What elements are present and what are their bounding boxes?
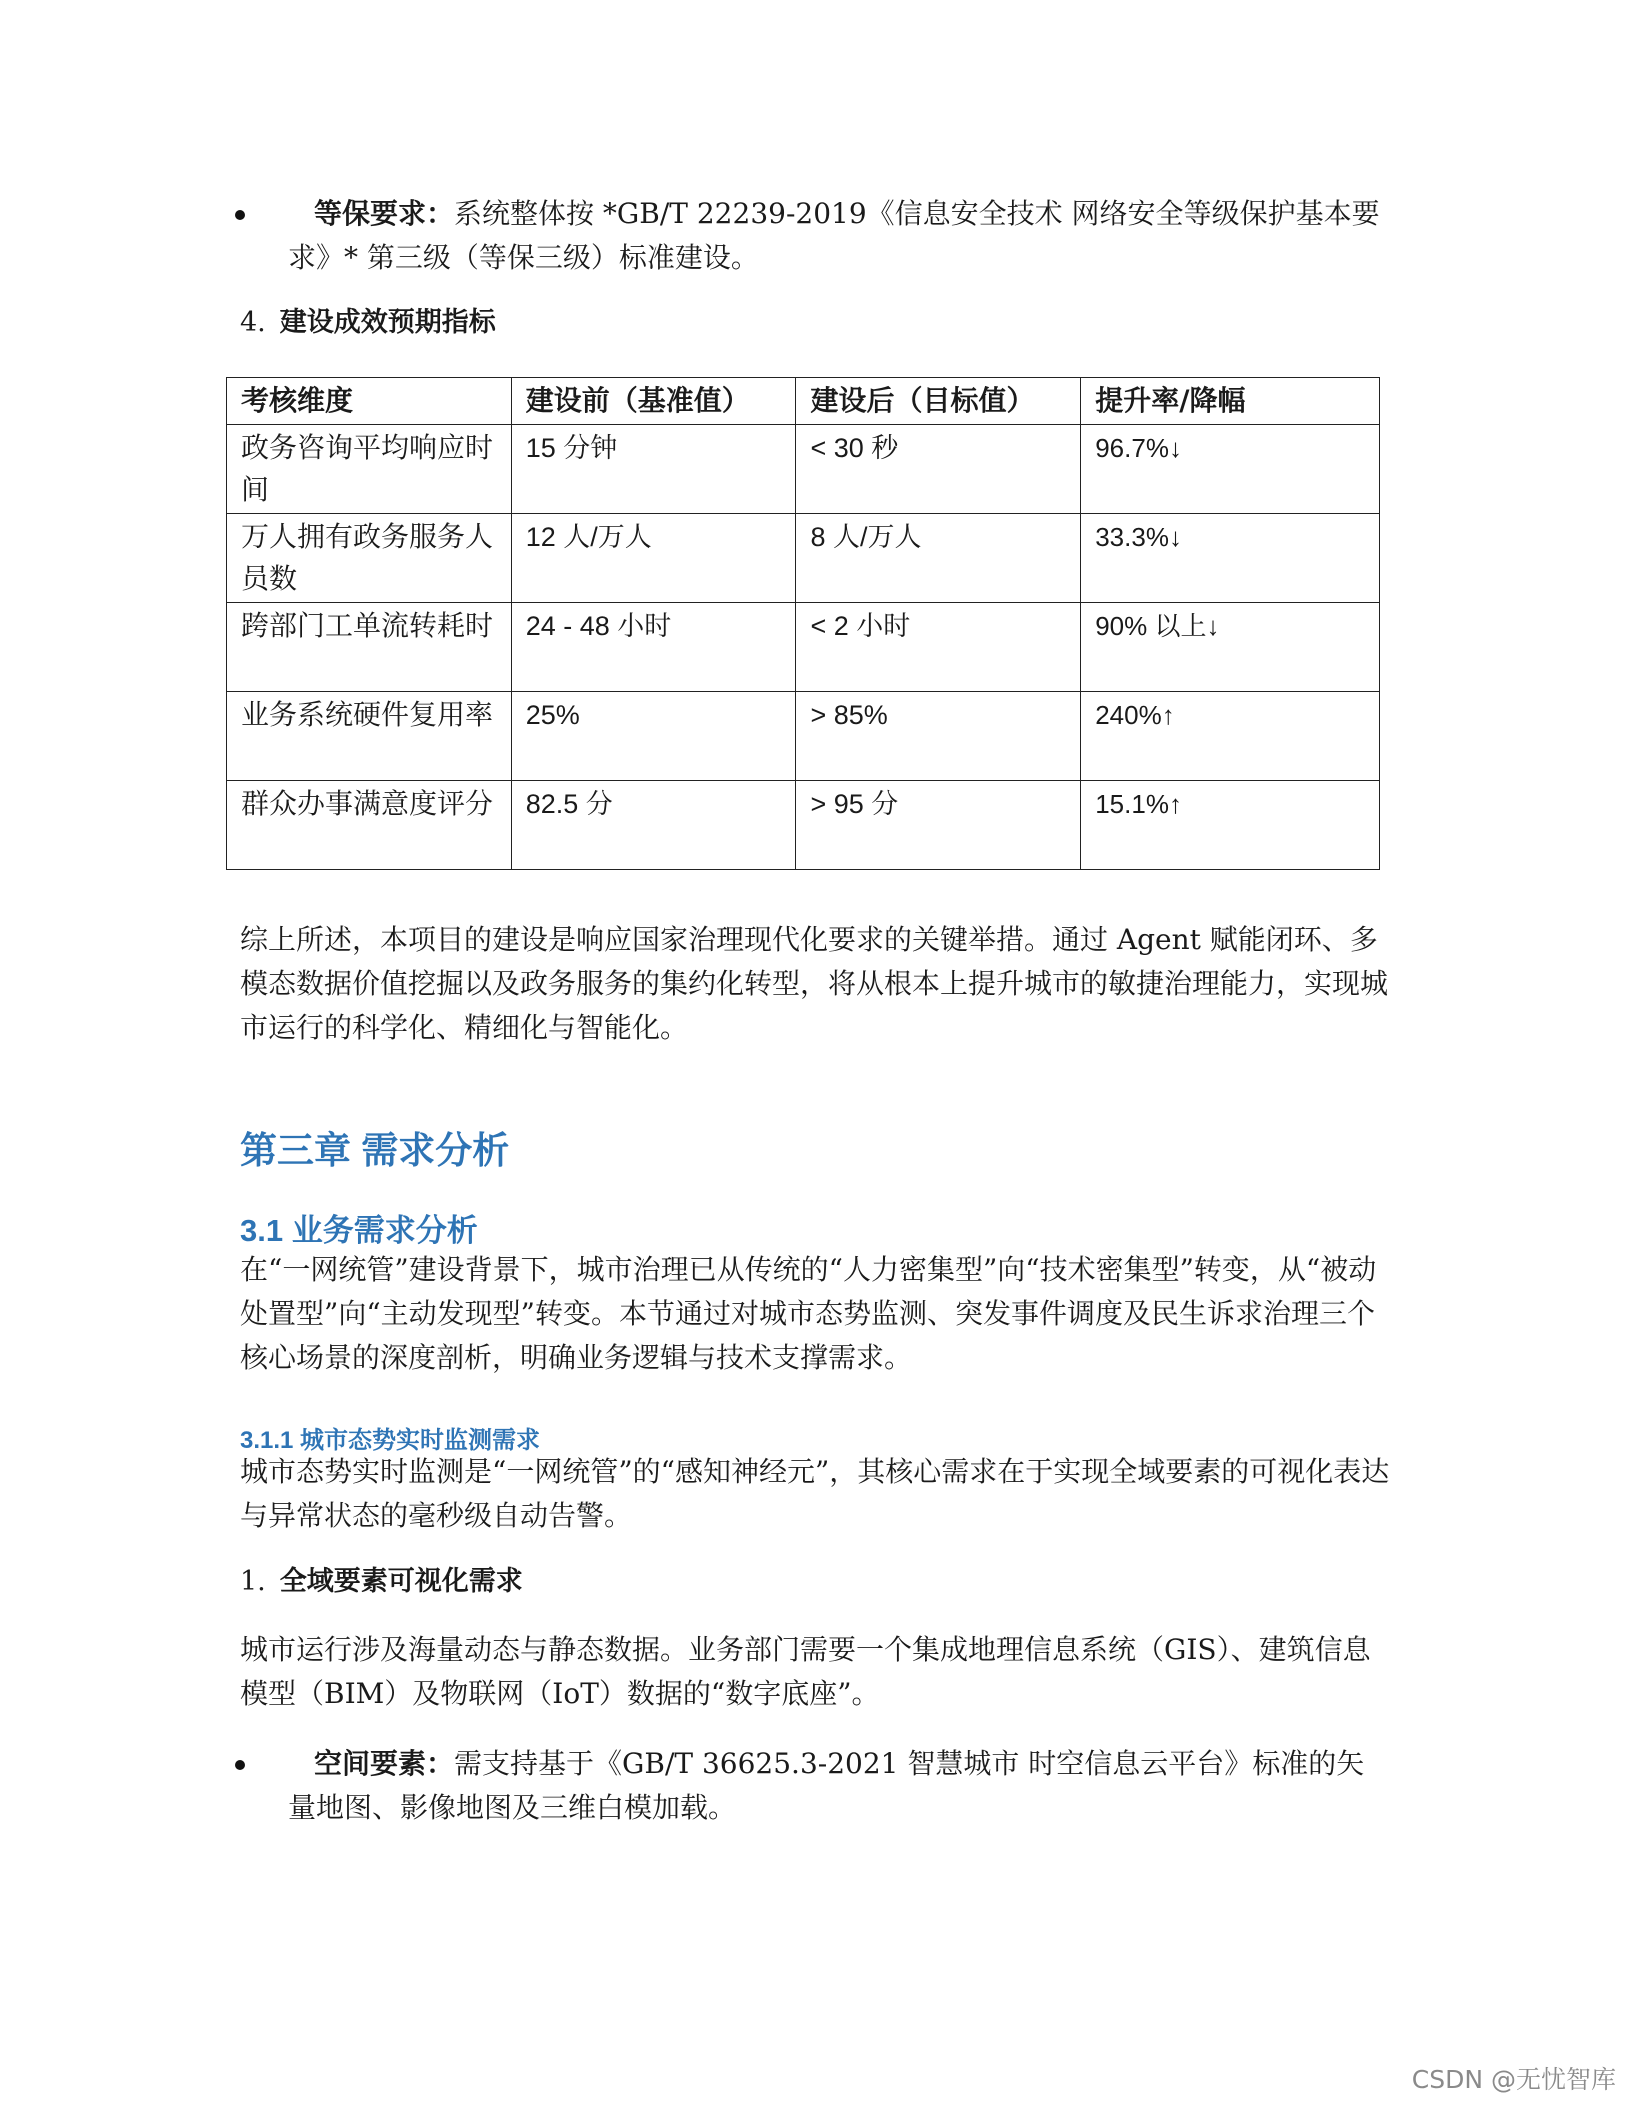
heading-text: 全域要素可视化需求 — [279, 1566, 523, 1597]
table-cell-dimension: 跨部门工单流转耗时 — [227, 603, 512, 692]
heading-number: 1. — [240, 1566, 266, 1597]
table-row — [227, 692, 1380, 781]
table-cell-target: < 2 小时 — [796, 603, 1081, 692]
bullet-dot-icon — [235, 210, 245, 220]
table-cell-rate: 33.3%↓ — [1081, 514, 1380, 603]
table-row — [227, 425, 1380, 514]
bullet-item-security-level — [240, 192, 1390, 280]
bullet-item-spatial-elements — [240, 1742, 1390, 1830]
table-cell-baseline: 82.5 分 — [511, 781, 796, 870]
bullet-body: 需支持基于《GB/T 36625.3-2021 智慧城市 时空信息云平台》标准的矢量地图、影像地图及三维白模加载。 — [288, 1747, 1365, 1824]
subsection-heading-3-1-1: 3.1.1 城市态势实时监测需求 — [240, 1427, 541, 1454]
gis-paragraph: 城市运行涉及海量动态与静态数据。业务部门需要一个集成地理信息系统（GIS）、建筑信息模型（BIM）及物联网（IoT）数据的“数字底座”。 — [240, 1633, 1371, 1710]
table-row — [227, 514, 1380, 603]
summary-paragraph: 综上所述，本项目的建设是响应国家治理现代化要求的关键举措。通过 Agent 赋能闭环、多模态数据价值挖掘以及政务服务的集约化转型，将从根本上提升城市的敏捷治理能力，实现城市运行的科学化、精细化与智能化。 — [240, 923, 1389, 1044]
table-cell-dimension: 政务咨询平均响应时间 — [227, 425, 512, 514]
table-cell-target: 8 人/万人 — [796, 514, 1081, 603]
table-header-row — [227, 378, 1380, 425]
section-3-1-1-paragraph: 城市态势实时监测是“一网统管”的“感知神经元”，其核心需求在于实现全域要素的可视化表达与异常状态的毫秒级自动告警。 — [240, 1455, 1390, 1532]
table-cell-baseline: 24 - 48 小时 — [511, 603, 796, 692]
numbered-heading-4 — [240, 303, 496, 343]
numbered-heading-1 — [240, 1562, 523, 1602]
bullet-text — [288, 1742, 1390, 1830]
bullet-text — [288, 192, 1390, 280]
table-row — [227, 603, 1380, 692]
table-row — [227, 781, 1380, 870]
table-cell-dimension: 群众办事满意度评分 — [227, 781, 512, 870]
table-header-cell: 建设后（目标值） — [796, 378, 1081, 425]
table-cell-rate: 15.1%↑ — [1081, 781, 1380, 870]
metrics-table — [226, 377, 1380, 870]
table-cell-target: > 95 分 — [796, 781, 1081, 870]
table-header-cell: 考核维度 — [227, 378, 512, 425]
section-3-1-paragraph: 在“一网统管”建设背景下，城市治理已从传统的“人力密集型”向“技术密集型”转变，从“被动处置型”向“主动发现型”转变。本节通过对城市态势监测、突发事件调度及民生诉求治理三个核心场景的深度剖析，明确业务逻辑与技术支撑需求。 — [240, 1253, 1377, 1374]
chapter-title: 第三章 需求分析 — [240, 1130, 510, 1171]
watermark: CSDN @无忧智库 — [1411, 2065, 1616, 2094]
table-cell-baseline: 25% — [511, 692, 796, 781]
table-cell-rate: 90% 以上↓ — [1081, 603, 1380, 692]
table-cell-dimension: 万人拥有政务服务人员数 — [227, 514, 512, 603]
table-cell-rate: 96.7%↓ — [1081, 425, 1380, 514]
heading-text: 建设成效预期指标 — [279, 307, 496, 338]
bullet-body: 系统整体按 *GB/T 22239-2019《信息安全技术 网络安全等级保护基本要求》* 第三级（等保三级）标准建设。 — [288, 197, 1380, 274]
table-cell-baseline: 12 人/万人 — [511, 514, 796, 603]
heading-number: 4. — [240, 307, 266, 338]
bullet-lead: 等保要求： — [314, 197, 455, 230]
table-cell-baseline: 15 分钟 — [511, 425, 796, 514]
bullet-dot-icon — [235, 1760, 245, 1770]
table-header-cell: 提升率/降幅 — [1081, 378, 1380, 425]
bullet-lead: 空间要素： — [314, 1747, 455, 1780]
section-title: 业务需求分析 — [291, 1213, 478, 1248]
table-cell-target: < 30 秒 — [796, 425, 1081, 514]
section-heading-3-1 — [240, 1205, 478, 1250]
table-cell-target: > 85% — [796, 692, 1081, 781]
table-cell-dimension: 业务系统硬件复用率 — [227, 692, 512, 781]
table-header-cell: 建设前（基准值） — [511, 378, 796, 425]
table-cell-rate: 240%↑ — [1081, 692, 1380, 781]
section-number: 3.1 — [240, 1213, 284, 1248]
